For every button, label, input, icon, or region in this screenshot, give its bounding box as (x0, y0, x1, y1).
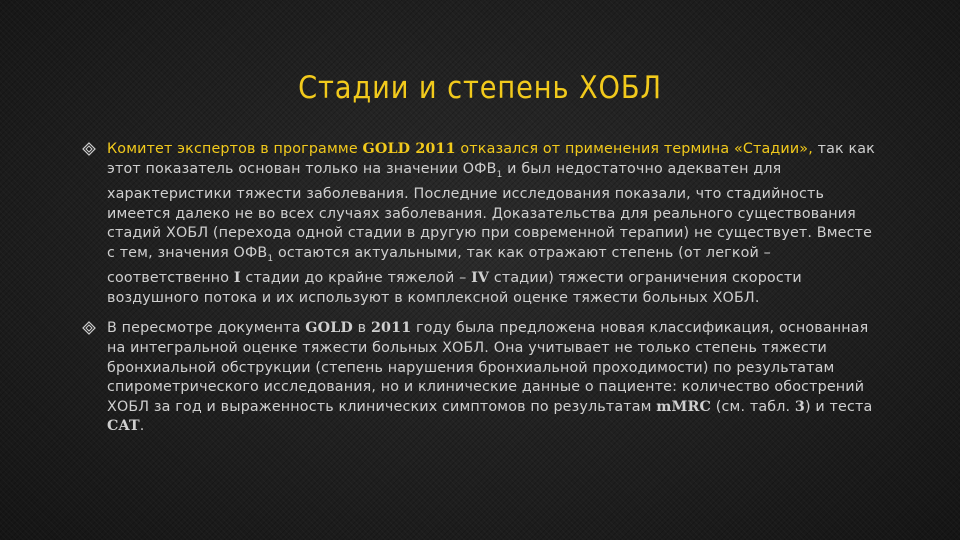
text-segment: . (139, 418, 145, 435)
text-segment: Комитет экспертов в программе (107, 141, 363, 157)
text-segment: CAT (107, 418, 140, 435)
text-segment: GOLD (305, 320, 353, 337)
text-segment: году была предложена новая классификация, основанная на интегральной оценке тяжести больных ХОБЛ. Она учитывает не только степень тяжести бронхиальной обструкции (степень нарушения бронхиальной проходимости) по результатам спирометрического исследования, но и клинические данные о пациенте: количество обострений ХОБЛ за год и выраженность клинических симптомов по результатам (107, 320, 869, 415)
text-segment: В пересмотре документа (107, 320, 306, 337)
bullet-text (107, 319, 882, 437)
text-segment: 1 (496, 169, 503, 180)
text-segment: так как этот показатель основан только на значении ОФВ (107, 141, 875, 177)
bullet-item (80, 319, 882, 437)
diamond-bullet-icon (82, 321, 96, 335)
text-segment: 1 (267, 253, 274, 264)
text-segment: (см. табл. (711, 398, 795, 415)
text-segment: стадии до крайне тяжелой – (240, 270, 472, 287)
text-segment: ) и теста (805, 398, 873, 415)
bullet-item (80, 140, 882, 308)
text-segment: I (233, 270, 241, 287)
diamond-bullet-icon (82, 142, 96, 156)
text-segment: отказался от применения термина «Стадии», (455, 141, 813, 157)
text-segment: и был недостаточно адекватен для характеристики тяжести заболевания. Последние исследования показали, что стадийность имеется далеко не во всех случаях заболевания. Доказательства для реального существования стадий ХОБЛ (перехода одной стадии в другую при современной терапии) не существует. Вместе с тем, значения ОФВ (107, 160, 873, 261)
text-segment: mMRC (656, 398, 712, 415)
bullet-text (107, 140, 882, 308)
slide-title: Стадии и степень ХОБЛ (298, 70, 662, 106)
text-segment: в (352, 320, 371, 337)
text-segment: стадии) тяжести ограничения скорости воздушного потока и их используют в комплексной оценке тяжести больных ХОБЛ. (107, 270, 802, 306)
bullet-list (80, 140, 882, 448)
text-segment: GOLD 2011 (362, 141, 456, 157)
text-segment: 3 (794, 398, 805, 415)
text-segment: 2011 (370, 320, 412, 337)
text-segment: остаются актуальными, так как отражают степень (от легкой – соответственно (107, 244, 771, 287)
text-segment: IV (471, 270, 490, 287)
